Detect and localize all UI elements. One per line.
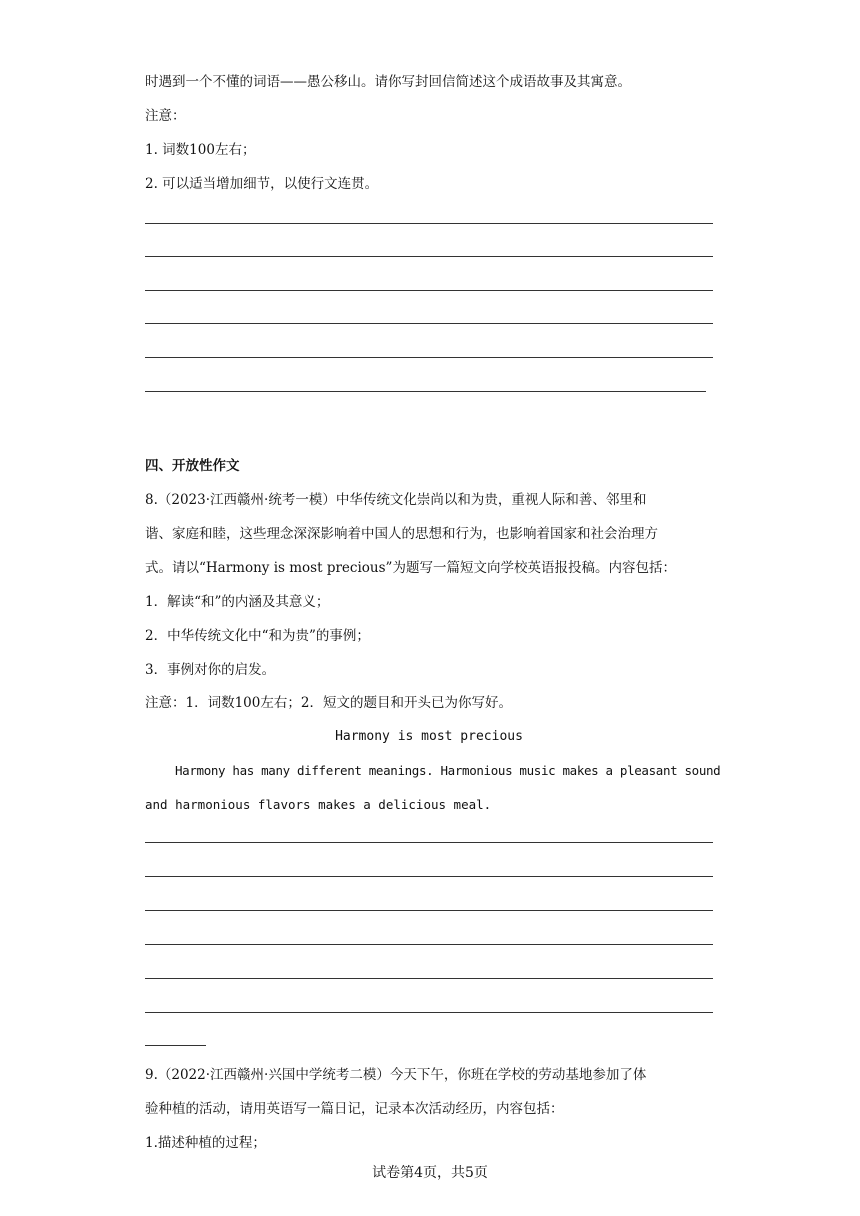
- essay-title: Harmony is most precious: [335, 729, 523, 744]
- section-heading: 四、开放性作文: [145, 458, 240, 474]
- answer-line: [145, 391, 706, 392]
- q9-point-1: 1.描述种植的过程；: [145, 1135, 266, 1151]
- q8-point-2: 2．中华传统文化中“和为贵”的事例；: [145, 628, 370, 644]
- answer-line: [145, 357, 713, 358]
- q8-prompt-line-2: 谐、家庭和睦，这些理念深深影响着中国人的思想和行为，也影响着国家和社会治理方: [145, 526, 658, 542]
- answer-line: [145, 256, 713, 257]
- q9-prompt-line-2: 验种植的活动，请用英语写一篇日记，记录本次活动经历，内容包括：: [145, 1101, 564, 1117]
- answer-line: [145, 1045, 206, 1046]
- answer-line: [145, 223, 713, 224]
- q8-point-3: 3．事例对你的启发。: [145, 662, 276, 678]
- essay-opening-line-2: and harmonious flavors makes a delicious meal.: [145, 797, 492, 812]
- answer-line: [145, 910, 713, 911]
- answer-line: [145, 323, 713, 324]
- q8-note: 注意：1．词数100左右；2．短文的题目和开头已为你写好。: [145, 695, 512, 711]
- q7-note-label: 注意：: [145, 108, 186, 124]
- page-footer: 试卷第4页，共5页: [372, 1165, 488, 1181]
- answer-line: [145, 978, 713, 979]
- q8-prompt-line-3: 式。请以“Harmony is most precious”为题写一篇短文向学校英语报投稿。内容包括：: [145, 560, 676, 576]
- answer-line: [145, 1012, 713, 1013]
- answer-line: [145, 876, 713, 877]
- q7-note-2: 2. 可以适当增加细节，以使行文连贯。: [145, 176, 379, 192]
- q8-point-1: 1．解读“和”的内涵及其意义；: [145, 594, 330, 610]
- answer-line: [145, 842, 713, 843]
- answer-line: [145, 290, 713, 291]
- essay-opening-line-1: Harmony has many different meanings. Harmonious music makes a pleasant sound: [175, 763, 721, 778]
- q7-prompt-tail: 时遇到一个不懂的词语——愚公移山。请你写封回信简述这个成语故事及其寓意。: [145, 74, 631, 90]
- answer-line: [145, 944, 713, 945]
- q9-prompt-line-1: 9.（2022·江西赣州·兴国中学统考二模）今天下午，你班在学校的劳动基地参加了体: [145, 1067, 647, 1083]
- q7-note-1: 1. 词数100左右；: [145, 142, 256, 158]
- q8-prompt-line-1: 8.（2023·江西赣州·统考一模）中华传统文化崇尚以和为贵，重视人际和善、邻里和: [145, 492, 647, 508]
